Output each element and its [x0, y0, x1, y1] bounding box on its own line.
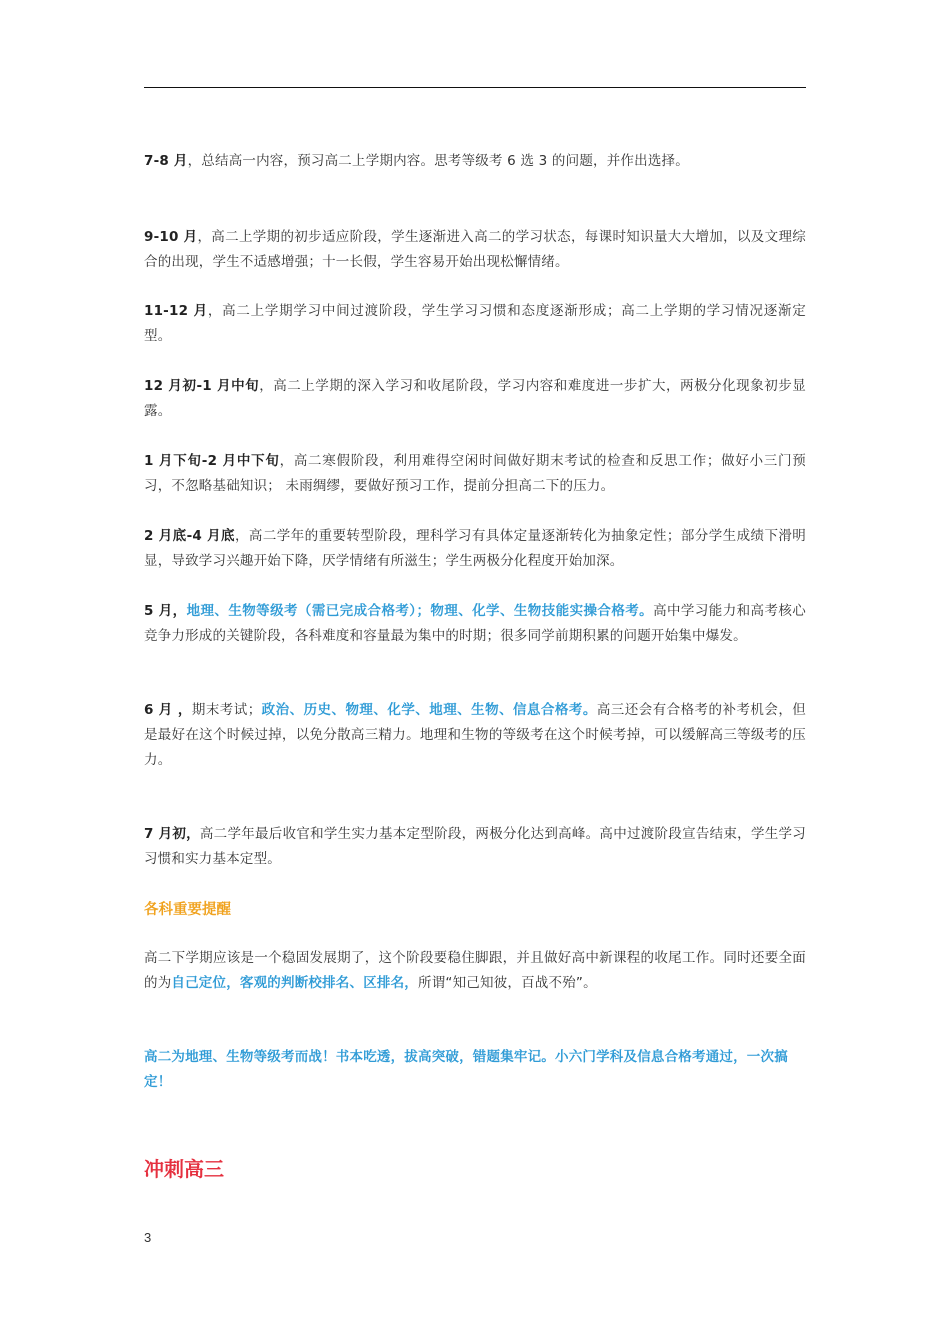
paragraph-may — [144, 599, 806, 649]
page-number: 3 — [144, 1230, 152, 1245]
reminder-heading: 各科重要提醒 — [144, 902, 231, 918]
slogan-text: 高二为地理、生物等级考而战！书本吃透，拔高突破，错题集牢记。小六门学科及信息合格考通过，一次搞定！ — [144, 1049, 788, 1090]
paragraph-feb-apr — [144, 524, 806, 574]
paragraph-text: 高二学年最后收官和学生实力基本定型阶段，两极分化达到高峰。高中过渡阶段宣告结束，学生学习习惯和实力基本定型。 — [144, 826, 806, 867]
period-label: 1 月下旬-2 月中下旬 — [144, 453, 280, 469]
paragraph-text: ，高二上学期的深入学习和收尾阶段，学习内容和难度进一步扩大，两极分化现象初步显露。 — [144, 378, 806, 419]
paragraph-text: ，高二上学期的初步适应阶段，学生逐渐进入高二的学习状态，每课时知识量大大增加，以及文理综合的出现，学生不适感增强；十一长假，学生容易开始出现松懈情绪。 — [144, 229, 806, 270]
highlight-text: 地理、生物等级考（需已完成合格考）；物理、化学、生物技能实操合格考。 — [186, 603, 654, 619]
paragraph-pre-text: 期末考试； — [191, 702, 262, 718]
highlight-text: 政治、历史、物理、化学、地理、生物、信息合格考。 — [261, 702, 597, 718]
period-label: 5 月， — [144, 603, 187, 619]
paragraph-text: ，高二上学期学习中间过渡阶段，学生学习习惯和态度逐渐形成；高二上学期的学习情况逐渐定型。 — [144, 303, 806, 344]
paragraph-text: ，总结高一内容，预习高二上学期内容。思考等级考 6 选 3 的问题，并作出选择。 — [187, 153, 689, 169]
period-label: 11-12 月 — [144, 303, 208, 319]
reminder-paragraph — [144, 946, 806, 996]
period-label: 9-10 月 — [144, 229, 198, 245]
paragraph-text: ，高二学年的重要转型阶段，理科学习有具体定量逐渐转化为抽象定性；部分学生成绩下滑明显，导致学习兴趣开始下降，厌学情绪有所滋生；学生两极分化程度开始加深。 — [144, 528, 807, 569]
header-rule — [144, 87, 806, 88]
reminder-highlight: 自己定位，客观的判断校排名、区排名， — [171, 975, 419, 991]
paragraph-text: 高三还会有合格考的补考机会，但是最好在这个时候过掉，以免分散高三精力。地理和生物的等级考在这个时候考掉，可以缓解高三等级考的压力。 — [144, 702, 807, 768]
paragraph-text: 高中学习能力和高考核心竞争力形成的关键阶段，各科难度和容量最为集中的时期；很多同学前期积累的问题开始集中爆发。 — [144, 603, 806, 644]
paragraph-sep-oct — [144, 225, 806, 275]
paragraph-jan-feb — [144, 449, 806, 499]
period-label: 7 月初， — [144, 826, 200, 842]
paragraph-jul-aug — [144, 149, 806, 174]
paragraph-dec-jan — [144, 374, 806, 424]
paragraph-jun — [144, 698, 806, 773]
section-title: 冲刺高三 — [144, 1157, 224, 1181]
reminder-text-a: 高二下学期应该是一个稳固发展期了，这个阶段要稳住脚跟，并且做好高中新课程的收尾工作。同时还要全面的为 — [144, 950, 806, 991]
period-label: 2 月底-4 月底 — [144, 528, 235, 544]
period-label: 7-8 月 — [144, 153, 188, 169]
paragraph-text: ，高二寒假阶段，利用难得空闲时间做好期末考试的检查和反思工作；做好小三门预习，不忽略基础知识； 未雨绸缪，要做好预习工作，提前分担高二下的压力。 — [144, 453, 806, 494]
paragraph-jul — [144, 822, 806, 872]
period-label: 12 月初-1 月中旬 — [144, 378, 260, 394]
reminder-text-b: 所谓“知己知彼，百战不殆”。 — [418, 975, 597, 991]
period-label: 6 月 ， — [144, 702, 192, 718]
paragraph-nov-dec — [144, 299, 806, 349]
